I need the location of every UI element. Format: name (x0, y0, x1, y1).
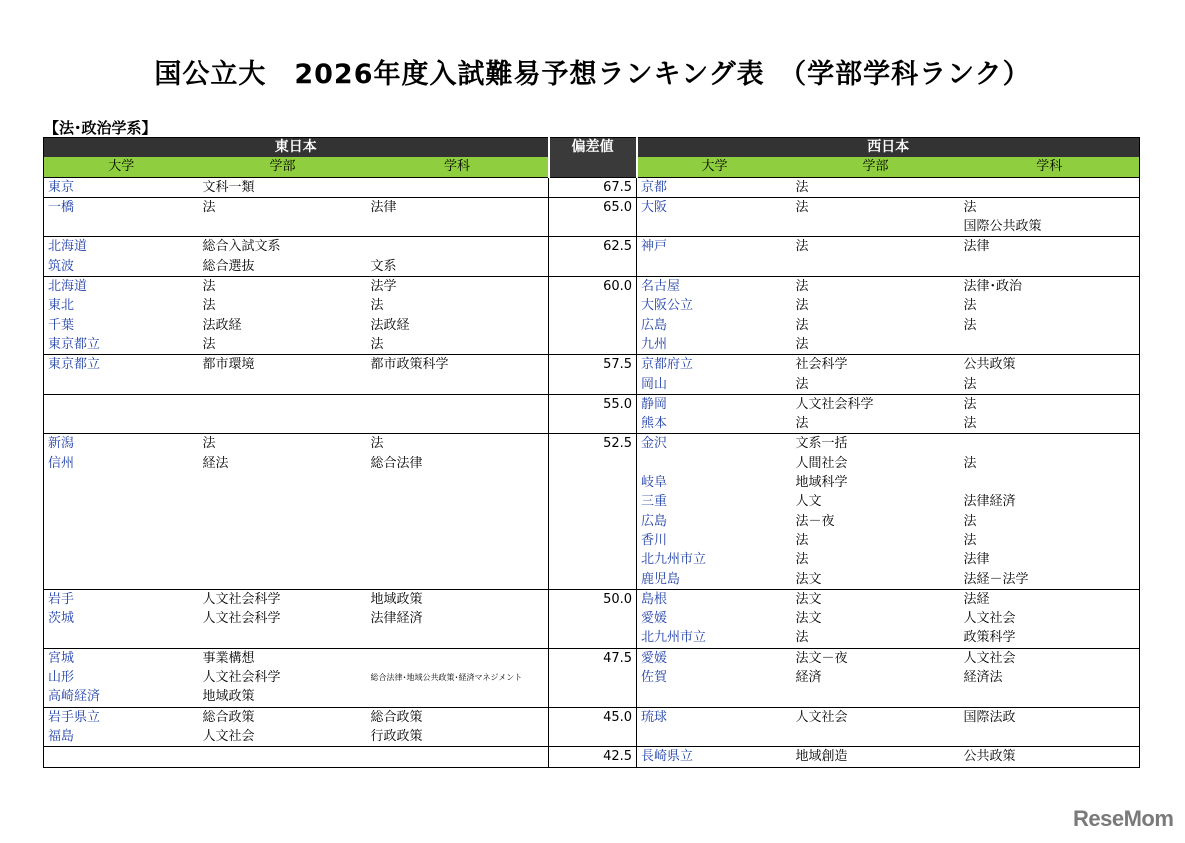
east-university (44, 531, 199, 550)
table-row (44, 237, 1140, 257)
west-faculty: 法 (792, 197, 960, 217)
west-university: 鹿児島 (641, 571, 681, 587)
west-faculty: 法 (795, 532, 809, 548)
west-department: 法 (963, 298, 977, 314)
deviation-score: 57.5 (549, 355, 637, 395)
deviation-score: 50.0 (549, 589, 637, 648)
east-faculty: 法政経 (202, 317, 242, 333)
east-university: 信州 (48, 455, 75, 471)
west-faculty: 人文 (795, 494, 822, 510)
west-faculty: 法文 (795, 571, 822, 587)
west-faculty: 法 (795, 298, 809, 314)
east-department: 行政政策 (370, 728, 423, 744)
east-department: 法 (367, 434, 549, 454)
east-faculty (199, 414, 367, 434)
west-university-col: 大学 (637, 157, 792, 177)
west-department: 法 (963, 513, 977, 529)
west-university: 静岡 (637, 394, 792, 414)
east-faculty: 法 (199, 197, 367, 217)
table-row (44, 355, 1140, 375)
west-university: 広島 (641, 317, 668, 333)
deviation-score: 65.0 (549, 197, 637, 237)
east-faculty: 文科一類 (199, 177, 367, 197)
east-university: 北海道 (44, 237, 199, 257)
west-department: 法律 (960, 237, 1140, 257)
east-japan-header: 東日本 (44, 138, 549, 158)
west-department: 人文社会 (960, 648, 1140, 668)
west-university: 神戸 (637, 237, 792, 257)
east-university (44, 375, 199, 395)
west-faculty: 法文－夜 (792, 648, 960, 668)
resemom-logo: ReseMom (1073, 806, 1174, 831)
east-university: 一橋 (44, 197, 199, 217)
west-department-col: 学科 (960, 157, 1140, 177)
east-university: 岩手 (44, 589, 199, 609)
west-faculty-col: 学部 (792, 157, 960, 177)
east-university (44, 414, 199, 434)
table-row (44, 589, 1140, 609)
west-university: 大阪公立 (641, 298, 694, 314)
east-university (44, 394, 199, 414)
west-department: 法 (963, 532, 977, 548)
west-faculty: 法 (795, 376, 809, 392)
west-faculty: 法 (792, 277, 960, 297)
east-faculty (199, 375, 367, 395)
east-university: 山形 (48, 670, 75, 686)
west-university: 北九州市立 (641, 630, 707, 646)
east-university-col: 大学 (44, 157, 199, 177)
west-university (637, 454, 792, 473)
west-faculty: 社会科学 (792, 355, 960, 375)
east-faculty: 法 (199, 434, 367, 454)
west-university: 京都 (637, 177, 792, 197)
east-faculty (199, 531, 367, 550)
deviation-score: 42.5 (549, 747, 637, 767)
west-department (960, 473, 1140, 492)
table-row (44, 434, 1140, 454)
west-department: 法 (963, 416, 977, 432)
west-university: 名古屋 (637, 277, 792, 297)
east-university (44, 492, 199, 511)
east-university: 千葉 (48, 317, 75, 333)
east-faculty: 法 (202, 298, 216, 314)
west-faculty: 経済 (795, 670, 822, 686)
west-faculty: 法 (795, 630, 809, 646)
west-department: 法経 (960, 589, 1140, 609)
east-university: 東北 (48, 298, 75, 314)
east-faculty (199, 570, 367, 590)
deviation-score: 55.0 (549, 394, 637, 434)
east-university: 東京都立 (48, 336, 101, 352)
east-department (367, 570, 549, 590)
west-department: 公共政策 (960, 355, 1140, 375)
west-department (960, 434, 1140, 454)
west-faculty: 文系一括 (792, 434, 960, 454)
east-university (44, 512, 199, 531)
table-row (44, 394, 1140, 414)
section-heading: 【法･政治学系】 (44, 119, 157, 137)
east-faculty: 事業構想 (199, 648, 367, 668)
east-faculty: 人文社会科学 (199, 589, 367, 609)
east-faculty (199, 492, 367, 511)
west-department (960, 177, 1140, 197)
east-faculty: 経法 (202, 455, 229, 471)
ranking-table (43, 137, 1140, 768)
east-university: 高崎経済 (48, 689, 101, 705)
east-university: 北海道 (44, 277, 199, 297)
west-department: 国際法政 (960, 707, 1140, 727)
west-university: 愛媛 (637, 648, 792, 668)
east-faculty: 地域政策 (202, 689, 255, 705)
deviation-score: 62.5 (549, 237, 637, 277)
east-faculty: 総合政策 (199, 707, 367, 727)
west-university: 熊本 (641, 416, 668, 432)
east-department (367, 237, 549, 257)
west-faculty (792, 217, 960, 237)
east-department: 法政経 (370, 317, 410, 333)
west-department: 法経－法学 (963, 571, 1029, 587)
east-faculty-col: 学部 (199, 157, 367, 177)
east-university: 東京都立 (44, 355, 199, 375)
west-university: 岐阜 (641, 475, 668, 491)
east-university (44, 747, 199, 767)
east-department-col: 学科 (367, 157, 549, 177)
west-university: 三重 (641, 494, 668, 510)
west-faculty: 人文社会 (792, 707, 960, 727)
east-department: 法学 (367, 277, 549, 297)
table-row (44, 277, 1140, 297)
east-department: 地域政策 (367, 589, 549, 609)
east-faculty: 法 (202, 336, 216, 352)
west-department: 法 (963, 376, 977, 392)
west-university: 長崎県立 (637, 747, 792, 767)
east-faculty: 総合選抜 (202, 258, 255, 274)
east-faculty: 都市環境 (199, 355, 367, 375)
west-faculty: 法 (792, 237, 960, 257)
west-department: 国際公共政策 (963, 219, 1042, 235)
east-university: 筑波 (48, 258, 75, 274)
east-university: 福島 (48, 728, 75, 744)
east-department: 総合政策 (367, 707, 549, 727)
west-faculty: 地域創造 (792, 747, 960, 767)
table-row (44, 648, 1140, 668)
deviation-header: 偏差値 (549, 138, 637, 178)
east-department: 法律 (367, 197, 549, 217)
west-faculty: 法 (795, 416, 809, 432)
east-department: 法 (370, 298, 384, 314)
west-university: 岡山 (641, 376, 668, 392)
west-faculty: 法－夜 (795, 513, 835, 529)
east-department (367, 217, 549, 237)
west-faculty: 法 (795, 317, 809, 333)
east-department (367, 492, 549, 511)
table-row (44, 177, 1140, 197)
east-university (44, 550, 199, 569)
east-department: 総合法律･地域公共政策･経済マネジメント (370, 673, 523, 683)
west-department: 法律･政治 (960, 277, 1140, 297)
east-university: 岩手県立 (44, 707, 199, 727)
east-university: 新潟 (44, 434, 199, 454)
west-faculty: 法 (795, 336, 809, 352)
table-row (44, 707, 1140, 727)
east-faculty: 総合入試文系 (199, 237, 367, 257)
west-japan-header: 西日本 (637, 138, 1140, 158)
east-faculty (199, 394, 367, 414)
west-university: 金沢 (637, 434, 792, 454)
west-university: 島根 (637, 589, 792, 609)
west-university: 愛媛 (641, 611, 668, 627)
west-department (960, 257, 1140, 277)
west-university: 九州 (641, 336, 668, 352)
east-university: 宮城 (44, 648, 199, 668)
west-university (637, 217, 792, 237)
west-faculty: 法 (795, 552, 809, 568)
east-department (367, 747, 549, 767)
east-department: 法律経済 (370, 611, 423, 627)
east-university (44, 570, 199, 590)
west-university (637, 727, 792, 747)
east-faculty (199, 473, 367, 492)
east-faculty: 人文社会科学 (202, 611, 281, 627)
west-university: 北九州市立 (641, 552, 707, 568)
west-university (637, 687, 792, 707)
west-faculty: 法文 (792, 589, 960, 609)
east-university: 東京 (44, 177, 199, 197)
west-department (960, 335, 1140, 355)
east-faculty (199, 512, 367, 531)
west-faculty (792, 257, 960, 277)
west-department: 人文社会 (963, 611, 1016, 627)
deviation-score: 52.5 (549, 434, 637, 589)
west-faculty: 地域科学 (795, 475, 848, 491)
east-university (44, 628, 199, 648)
east-university (44, 217, 199, 237)
east-department (367, 550, 549, 569)
west-department: 法 (960, 197, 1140, 217)
west-university: 琉球 (637, 707, 792, 727)
east-faculty (199, 550, 367, 569)
deviation-score: 67.5 (549, 177, 637, 197)
east-faculty (199, 747, 367, 767)
east-department (367, 177, 549, 197)
west-department: 法律 (963, 552, 990, 568)
west-university: 大阪 (637, 197, 792, 217)
west-faculty (792, 687, 960, 707)
east-faculty (199, 217, 367, 237)
east-department: 都市政策科学 (367, 355, 549, 375)
west-faculty: 人文社会科学 (792, 394, 960, 414)
table-row (44, 747, 1140, 767)
east-faculty: 人文社会科学 (202, 670, 281, 686)
east-faculty: 法 (199, 277, 367, 297)
deviation-score: 60.0 (549, 277, 637, 355)
west-university: 京都府立 (637, 355, 792, 375)
east-department (367, 414, 549, 434)
page-title: 国公立大 2026年度入試難易予想ランキング表 （学部学科ランク） (154, 59, 1031, 90)
east-department: 文系 (370, 258, 397, 274)
west-department (960, 687, 1140, 707)
west-university: 広島 (641, 513, 668, 529)
west-university: 佐賀 (641, 670, 668, 686)
east-department (367, 531, 549, 550)
west-faculty (792, 727, 960, 747)
table-row (44, 197, 1140, 217)
east-department: 総合法律 (370, 455, 423, 471)
east-department (367, 375, 549, 395)
west-department: 法律経済 (963, 494, 1016, 510)
east-university: 茨城 (48, 611, 75, 627)
west-department: 法 (963, 317, 977, 333)
west-department: 公共政策 (960, 747, 1140, 767)
deviation-score: 45.0 (549, 707, 637, 747)
west-faculty: 人間社会 (795, 455, 848, 471)
west-department: 法 (963, 455, 977, 471)
east-university (44, 473, 199, 492)
east-department (367, 512, 549, 531)
east-department (367, 628, 549, 648)
east-department (367, 473, 549, 492)
west-department (960, 727, 1140, 747)
east-department: 法 (370, 336, 384, 352)
west-department: 経済法 (963, 670, 1003, 686)
west-faculty: 法文 (795, 611, 822, 627)
west-department: 法 (960, 394, 1140, 414)
east-faculty: 人文社会 (202, 728, 255, 744)
west-university (637, 257, 792, 277)
west-department: 政策科学 (963, 630, 1016, 646)
west-faculty: 法 (792, 177, 960, 197)
east-department (367, 648, 549, 668)
east-department (367, 394, 549, 414)
deviation-score: 47.5 (549, 648, 637, 707)
east-faculty (199, 628, 367, 648)
east-department (367, 687, 549, 707)
west-university: 香川 (641, 532, 668, 548)
